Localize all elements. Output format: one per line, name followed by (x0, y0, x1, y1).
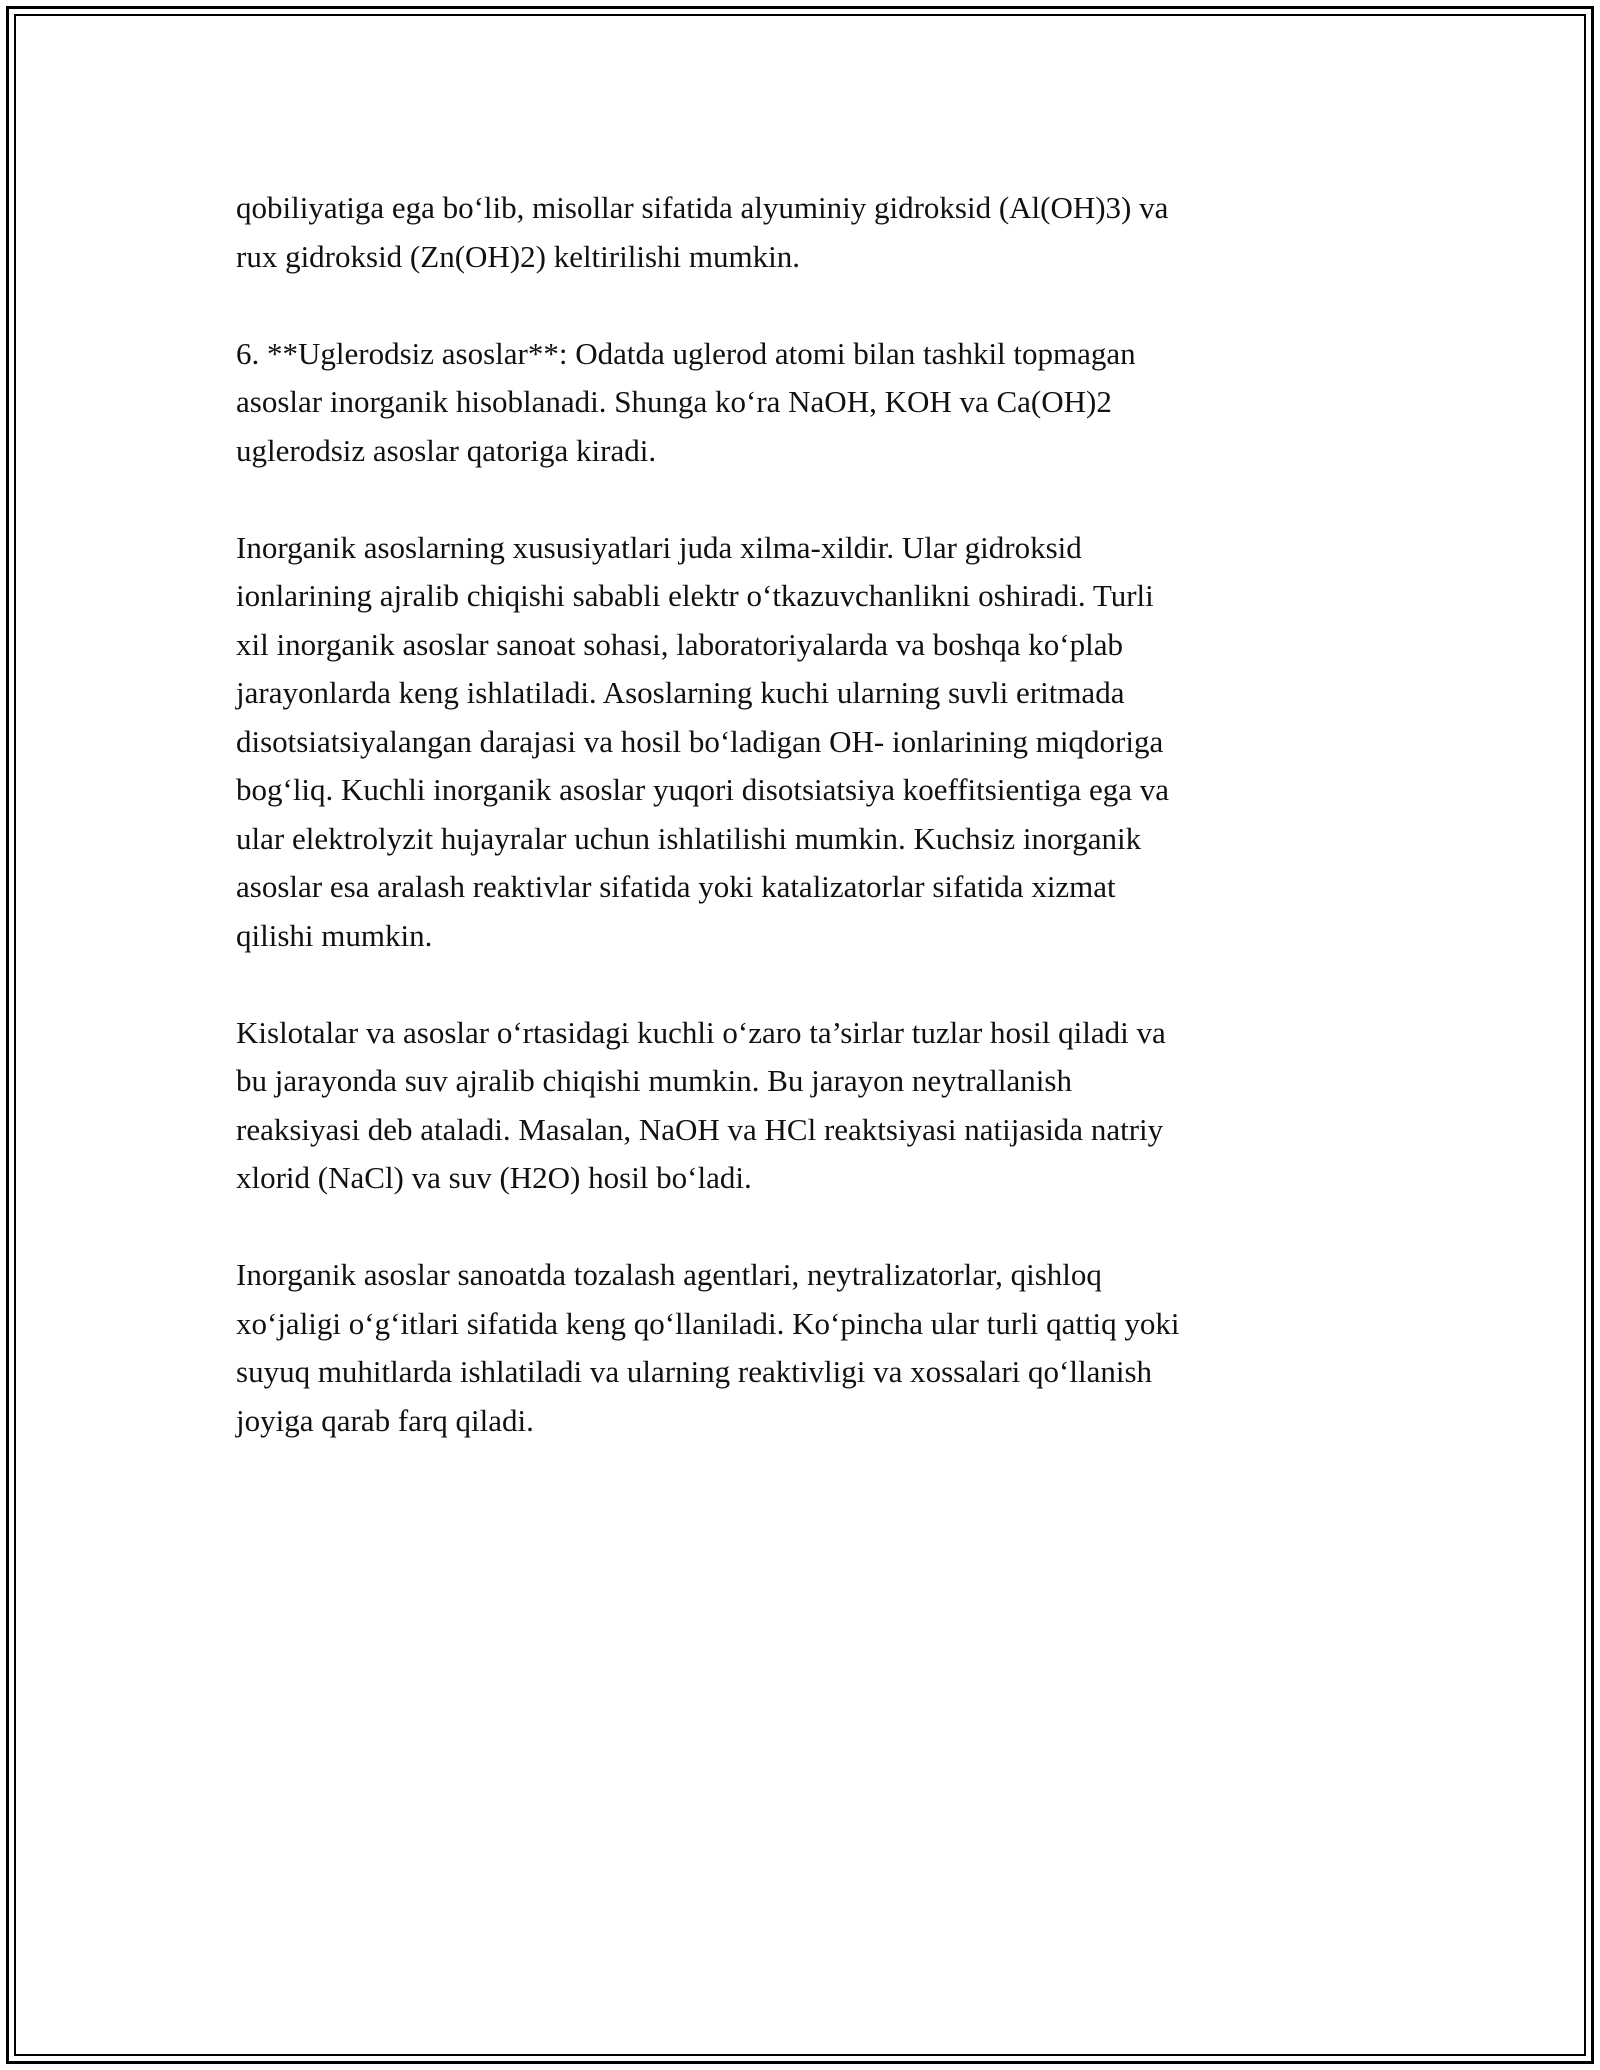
text-line: qobiliyatiga ega bo‘lib, misollar sifatida alyuminiy gidroksid (Al(OH)3) va (236, 190, 1169, 225)
text-line: xil inorganik asoslar sanoat sohasi, laboratoriyalarda va boshqa ko‘plab (236, 626, 1123, 662)
text-line: asoslar esa aralash reaktivlar sifatida yoki katalizatorlar sifatida xizmat (236, 869, 1116, 904)
paragraph-5 (236, 1251, 1366, 1445)
paragraph-1 (236, 184, 1366, 281)
paragraph-3 (236, 524, 1366, 961)
text-line: qilishi mumkin. (236, 917, 433, 953)
text-line: suyuq muhitlarda ishlatiladi va ularning reaktivligi va xossalari qo‘llanish (236, 1354, 1153, 1389)
text-line: rux gidroksid (Zn(OH)2) keltirilishi mumkin. (236, 238, 800, 274)
text-line: Kislotalar va asoslar o‘rtasidagi kuchli o‘zaro ta’sirlar tuzlar hosil qiladi va (236, 1014, 1166, 1050)
document-body (236, 184, 1366, 1494)
text-line: 6. **Uglerodsiz asoslar**: Odatda uglerod atomi bilan tashkil topmagan (236, 335, 1136, 371)
text-line: xlorid (NaCl) va suv (H2O) hosil bo‘ladi. (236, 1160, 752, 1195)
text-line: bog‘liq. Kuchli inorganik asoslar yuqori disotsiatsiya koeffitsientiga ega va (236, 772, 1169, 807)
text-line: Inorganik asoslar sanoatda tozalash agentlari, neytralizatorlar, qishloq (236, 1257, 1102, 1292)
text-line: ionlarining ajralib chiqishi sababli elektr o‘tkazuvchanlikni oshiradi. Turli (236, 578, 1154, 613)
text-line: asoslar inorganik hisoblanadi. Shunga ko‘ra NaOH, KOH va Ca(OH)2 (236, 384, 1112, 419)
text-line: disotsiatsiyalangan darajasi va hosil bo‘ladigan OH- ionlarining miqdoriga (236, 723, 1164, 759)
text-line: jarayonlarda keng ishlatiladi. Asoslarning kuchi ularning suvli eritmada (236, 675, 1125, 710)
text-line: ular elektrolyzit hujayralar uchun ishlatilishi mumkin. Kuchsiz inorganik (236, 820, 1142, 856)
text-line: joyiga qarab farq qiladi. (236, 1402, 534, 1438)
paragraph-2 (236, 330, 1366, 476)
text-line: reaksiyasi deb ataladi. Masalan, NaOH va HCl reaktsiyasi natijasida natriy (236, 1111, 1164, 1147)
text-line: bu jarayonda suv ajralib chiqishi mumkin. Bu jarayon neytrallanish (236, 1063, 1072, 1098)
text-line: uglerodsiz asoslar qatoriga kiradi. (236, 432, 657, 468)
paragraph-4 (236, 1009, 1366, 1203)
text-line: Inorganik asoslarning xususiyatlari juda xilma-xildir. Ular gidroksid (236, 529, 1082, 565)
text-line: xo‘jaligi o‘g‘itlari sifatida keng qo‘llaniladi. Ko‘pincha ular turli qattiq yoki (236, 1305, 1180, 1341)
